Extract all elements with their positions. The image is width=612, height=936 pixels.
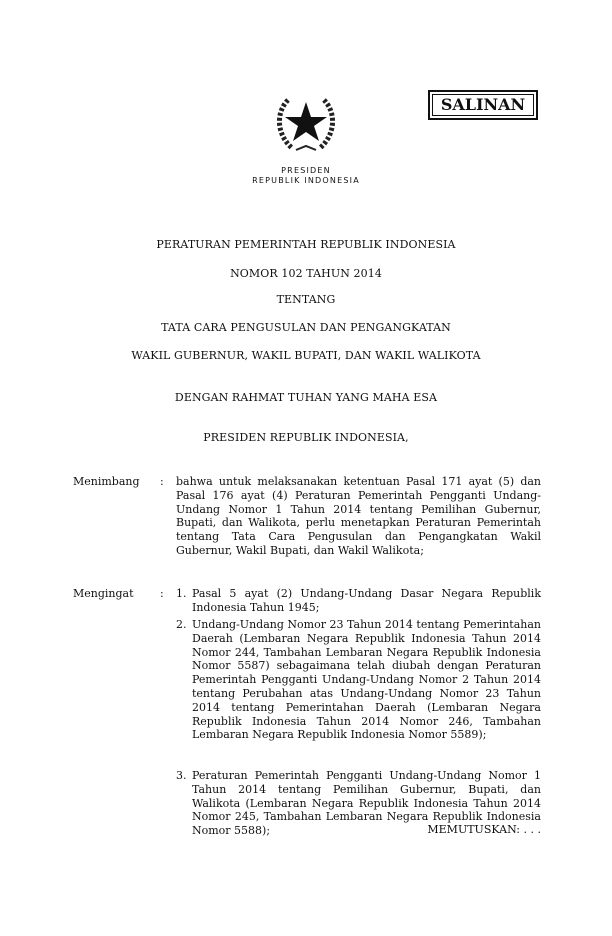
item-text: Pasal 5 ayat (2) Undang-Undang Dasar Negara Republik Indonesia Tahun 1945; <box>192 587 541 614</box>
title-line-2: NOMOR 102 TAHUN 2014 <box>230 267 382 280</box>
item-number: 1. <box>176 587 187 600</box>
mengingat-item <box>176 618 541 742</box>
menimbang-label: Menimbang <box>73 475 140 488</box>
page-continuation: MEMUTUSKAN: . . . <box>427 823 541 836</box>
title-line-3: TENTANG <box>276 293 336 306</box>
title-line-6: DENGAN RAHMAT TUHAN YANG MAHA ESA <box>174 391 438 404</box>
salinan-stamp: SALINAN <box>428 90 538 120</box>
title-line-5: WAKIL GUBERNUR, WAKIL BUPATI, DAN WAKIL WALIKOTA <box>131 349 481 362</box>
title-line-7: PRESIDEN REPUBLIK INDONESIA, <box>203 431 409 444</box>
item-text: Peraturan Pemerintah Pengganti Undang-Undang Nomor 1 Tahun 2014 tentang Pemilihan Gubernur, Bupati, dan Walikota (Lembaran Negara Republik Indonesia Tahun 2014 Nomor 245, Tambahan Lembaran Negara Republik Indonesia Nomor 5588); <box>192 769 541 838</box>
mengingat-item <box>176 587 541 615</box>
item-text: Undang-Undang Nomor 23 Tahun 2014 tentang Pemerintahan Daerah (Lembaran Negara Republik Indonesia Tahun 2014 Nomor 244, Tambahan Lembaran Negara Republik Indonesia Nomor 5587) sebagaimana telah diubah dengan Peraturan Pemerintah Pengganti Undang-Undang Nomor 2 Tahun 2014 tentang Perubahan atas Undang-Undang Nomor 23 Tahun 2014 tentang Pemerintahan Daerah (Lembaran Negara Republik Indonesia Tahun 2014 Nomor 246, Tambahan Lembaran Negara Republik Indonesia Nomor 5589); <box>192 618 541 742</box>
item-number: 3. <box>176 769 187 782</box>
title-line-4: TATA CARA PENGUSULAN DAN PENGANGKATAN <box>161 321 451 334</box>
mengingat-colon: : <box>160 587 164 600</box>
title-line-1: PERATURAN PEMERINTAH REPUBLIK INDONESIA <box>156 238 456 251</box>
emblem-caption <box>0 166 612 186</box>
emblem-caption-line1: PRESIDEN <box>281 166 331 175</box>
mengingat-label: Mengingat <box>73 587 134 600</box>
menimbang-text: bahwa untuk melaksanakan ketentuan Pasal 171 ayat (5) dan Pasal 176 ayat (4) Peraturan Pemerintah Pengganti Undang-Undang Nomor 1 Tahun 2014 tentang Pemilihan Gubernur, Bupati, dan Walikota, perlu menetapkan Peraturan Pemerintah tentang Tata Cara Pengusulan dan Pengangkatan Wakil Gubernur, Wakil Bupati, dan Wakil Walikota; <box>176 475 541 557</box>
menimbang-colon: : <box>160 475 164 488</box>
garuda-star-emblem <box>266 88 346 160</box>
emblem-caption-line2: REPUBLIK INDONESIA <box>252 176 360 185</box>
item-number: 2. <box>176 618 187 631</box>
